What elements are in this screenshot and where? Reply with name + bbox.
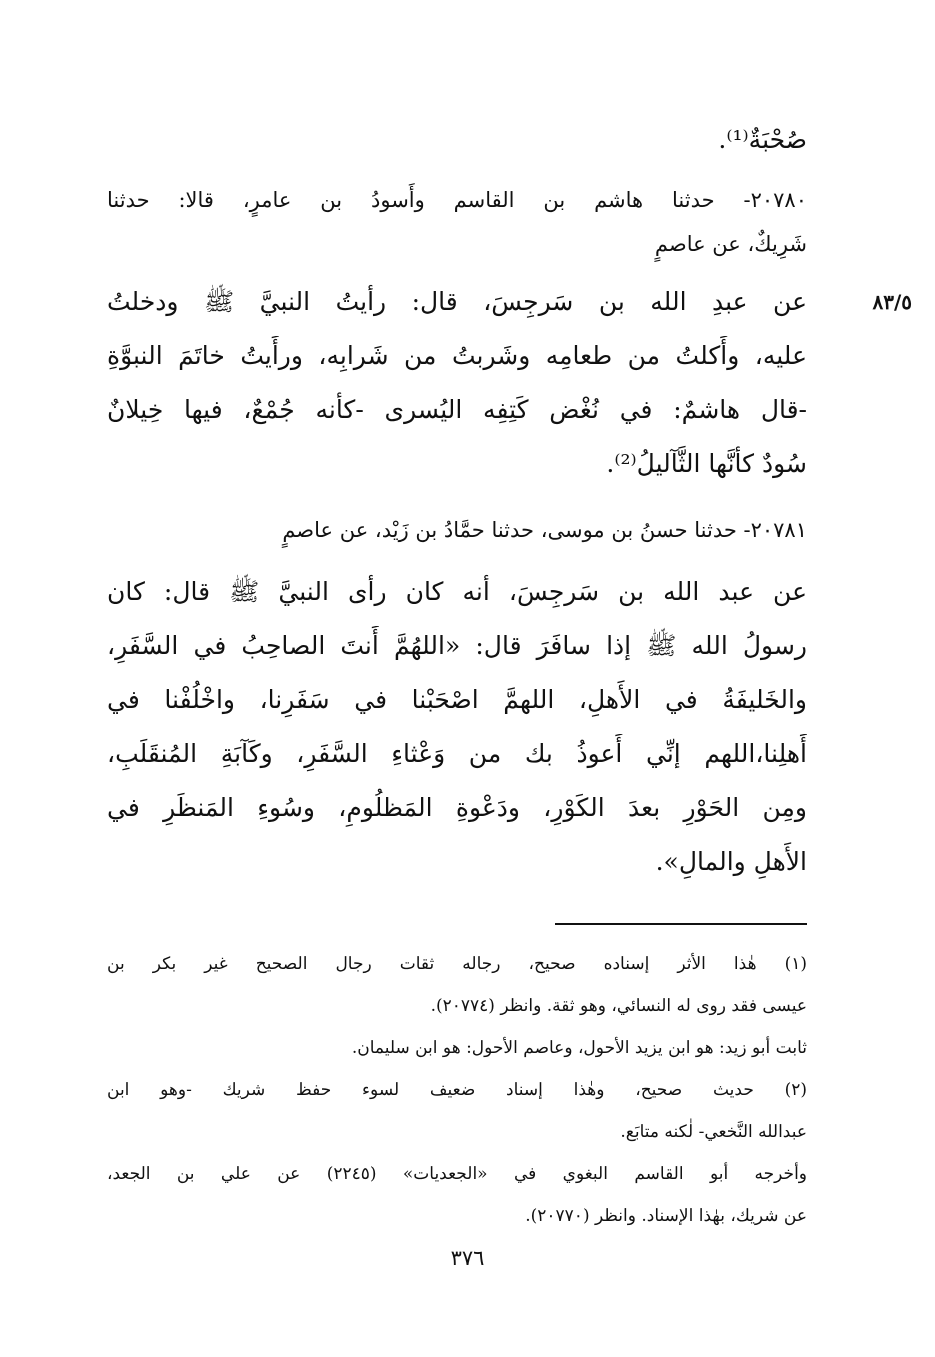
footnote-line-4: (٢) حديث صحيح، وهٰذا إسناد ضعيف لسوء حفظ شريك -وهو ابن xyxy=(107,1080,807,1100)
footnote-separator xyxy=(555,923,807,925)
footnote-line-6: وأخرجه أبو القاسم البغوي في «الجعديات» (٢٢٤٥) عن علي بن الجعد، xyxy=(107,1164,807,1184)
footnote-line-5: عبدالله النَّخعي- لٰكنه متابَع. xyxy=(620,1122,807,1142)
hadith-2780-text-line-1: عن عبدِ الله بن سَرجِسَ، قال: رأيتُ النبيَّ ﷺ ودخلتُ xyxy=(107,287,807,316)
hadith-2780-text-line-3: -قال هاشمٌ: في نُغْض كَتِفِه اليُسرى -كأنه جُمْعٌ، فيها خِيلانٌ xyxy=(107,395,807,424)
hadith-2781-text-line-2: رسولُ الله ﷺ إذا سافَرَ قال: «اللهُمَّ أَنتَ الصاحِبُ في السَّفَرِ، xyxy=(107,631,807,660)
hadith-2781-isnad-line-1: ٢٠٧٨١- حدثنا حسنُ بن موسى، حدثنا حمَّادُ بن زَيْد، عن عاصمٍ xyxy=(282,518,807,542)
hadith-2781-text-line-5: ومِن الحَوْرِ بعدَ الكَوْرِ، ودَعْوةِ المَظلُومِ، وسُوءِ المَنظَرِ في xyxy=(107,793,807,822)
page-number: ٣٧٦ xyxy=(450,1246,485,1270)
hadith-2780-text-line-2: عليه، وأَكلتُ من طعامِه وشَربتُ من شَرابِه، ورأَيتُ خاتَمَ النبوَّةِ xyxy=(107,341,807,370)
hadith-2781-text-line-3: والخَليفَةُ في الأَهلِ، اللهمَّ اصْحَبْنا في سَفَرِنا، واخْلُفْنا في xyxy=(107,685,807,714)
hadith-2781-text-line-4: أَهلِنا،اللهم إنِّي أَعوذُ بك من وَعْثاءِ السَّفَرِ، وكَآبَةِ المُنقَلَبِ، xyxy=(107,739,807,768)
footnote-line-7: عن شريك، بهٰذا الإسناد. وانظر (٢٠٧٧٠). xyxy=(525,1206,807,1226)
footnote-line-3: ثابت أبو زيد: هو ابن يزيد الأحول، وعاصم الأحول: هو ابن سليمان. xyxy=(351,1038,807,1058)
footnote-line-1: (١) هٰذا الأثر إسناده صحيح، رجاله ثقات رجال الصحيح غير بكر بن xyxy=(107,954,807,974)
hadith-2781-text-line-1: عن عبد الله بن سَرجِسَ، أنه كان رأى النبيَّ ﷺ قال: كان xyxy=(107,577,807,606)
footnote-line-2: عيسى فقد روى له النسائي، وهو ثقة. وانظر (٢٠٧٧٤). xyxy=(430,996,807,1016)
hadith-2780-isnad-line-1: ٢٠٧٨٠- حدثنا هاشم بن القاسم وأَسودُ بن عامرٍ، قالا: حدثنا xyxy=(107,188,807,212)
hadith-2780-text-line-4: سُودٌ كأنَّها الثَّآليلُ⁽²⁾. xyxy=(606,449,807,478)
header-fragment: صُحْبَةٌ⁽¹⁾. xyxy=(718,125,807,154)
margin-volume-page-marker: ٨٣/٥ xyxy=(872,290,912,314)
hadith-2780-isnad-line-2: شَرِيكٌ، عن عاصمٍ xyxy=(654,232,807,256)
hadith-2781-text-line-6: الأَهلِ والمالِ». xyxy=(655,847,807,876)
